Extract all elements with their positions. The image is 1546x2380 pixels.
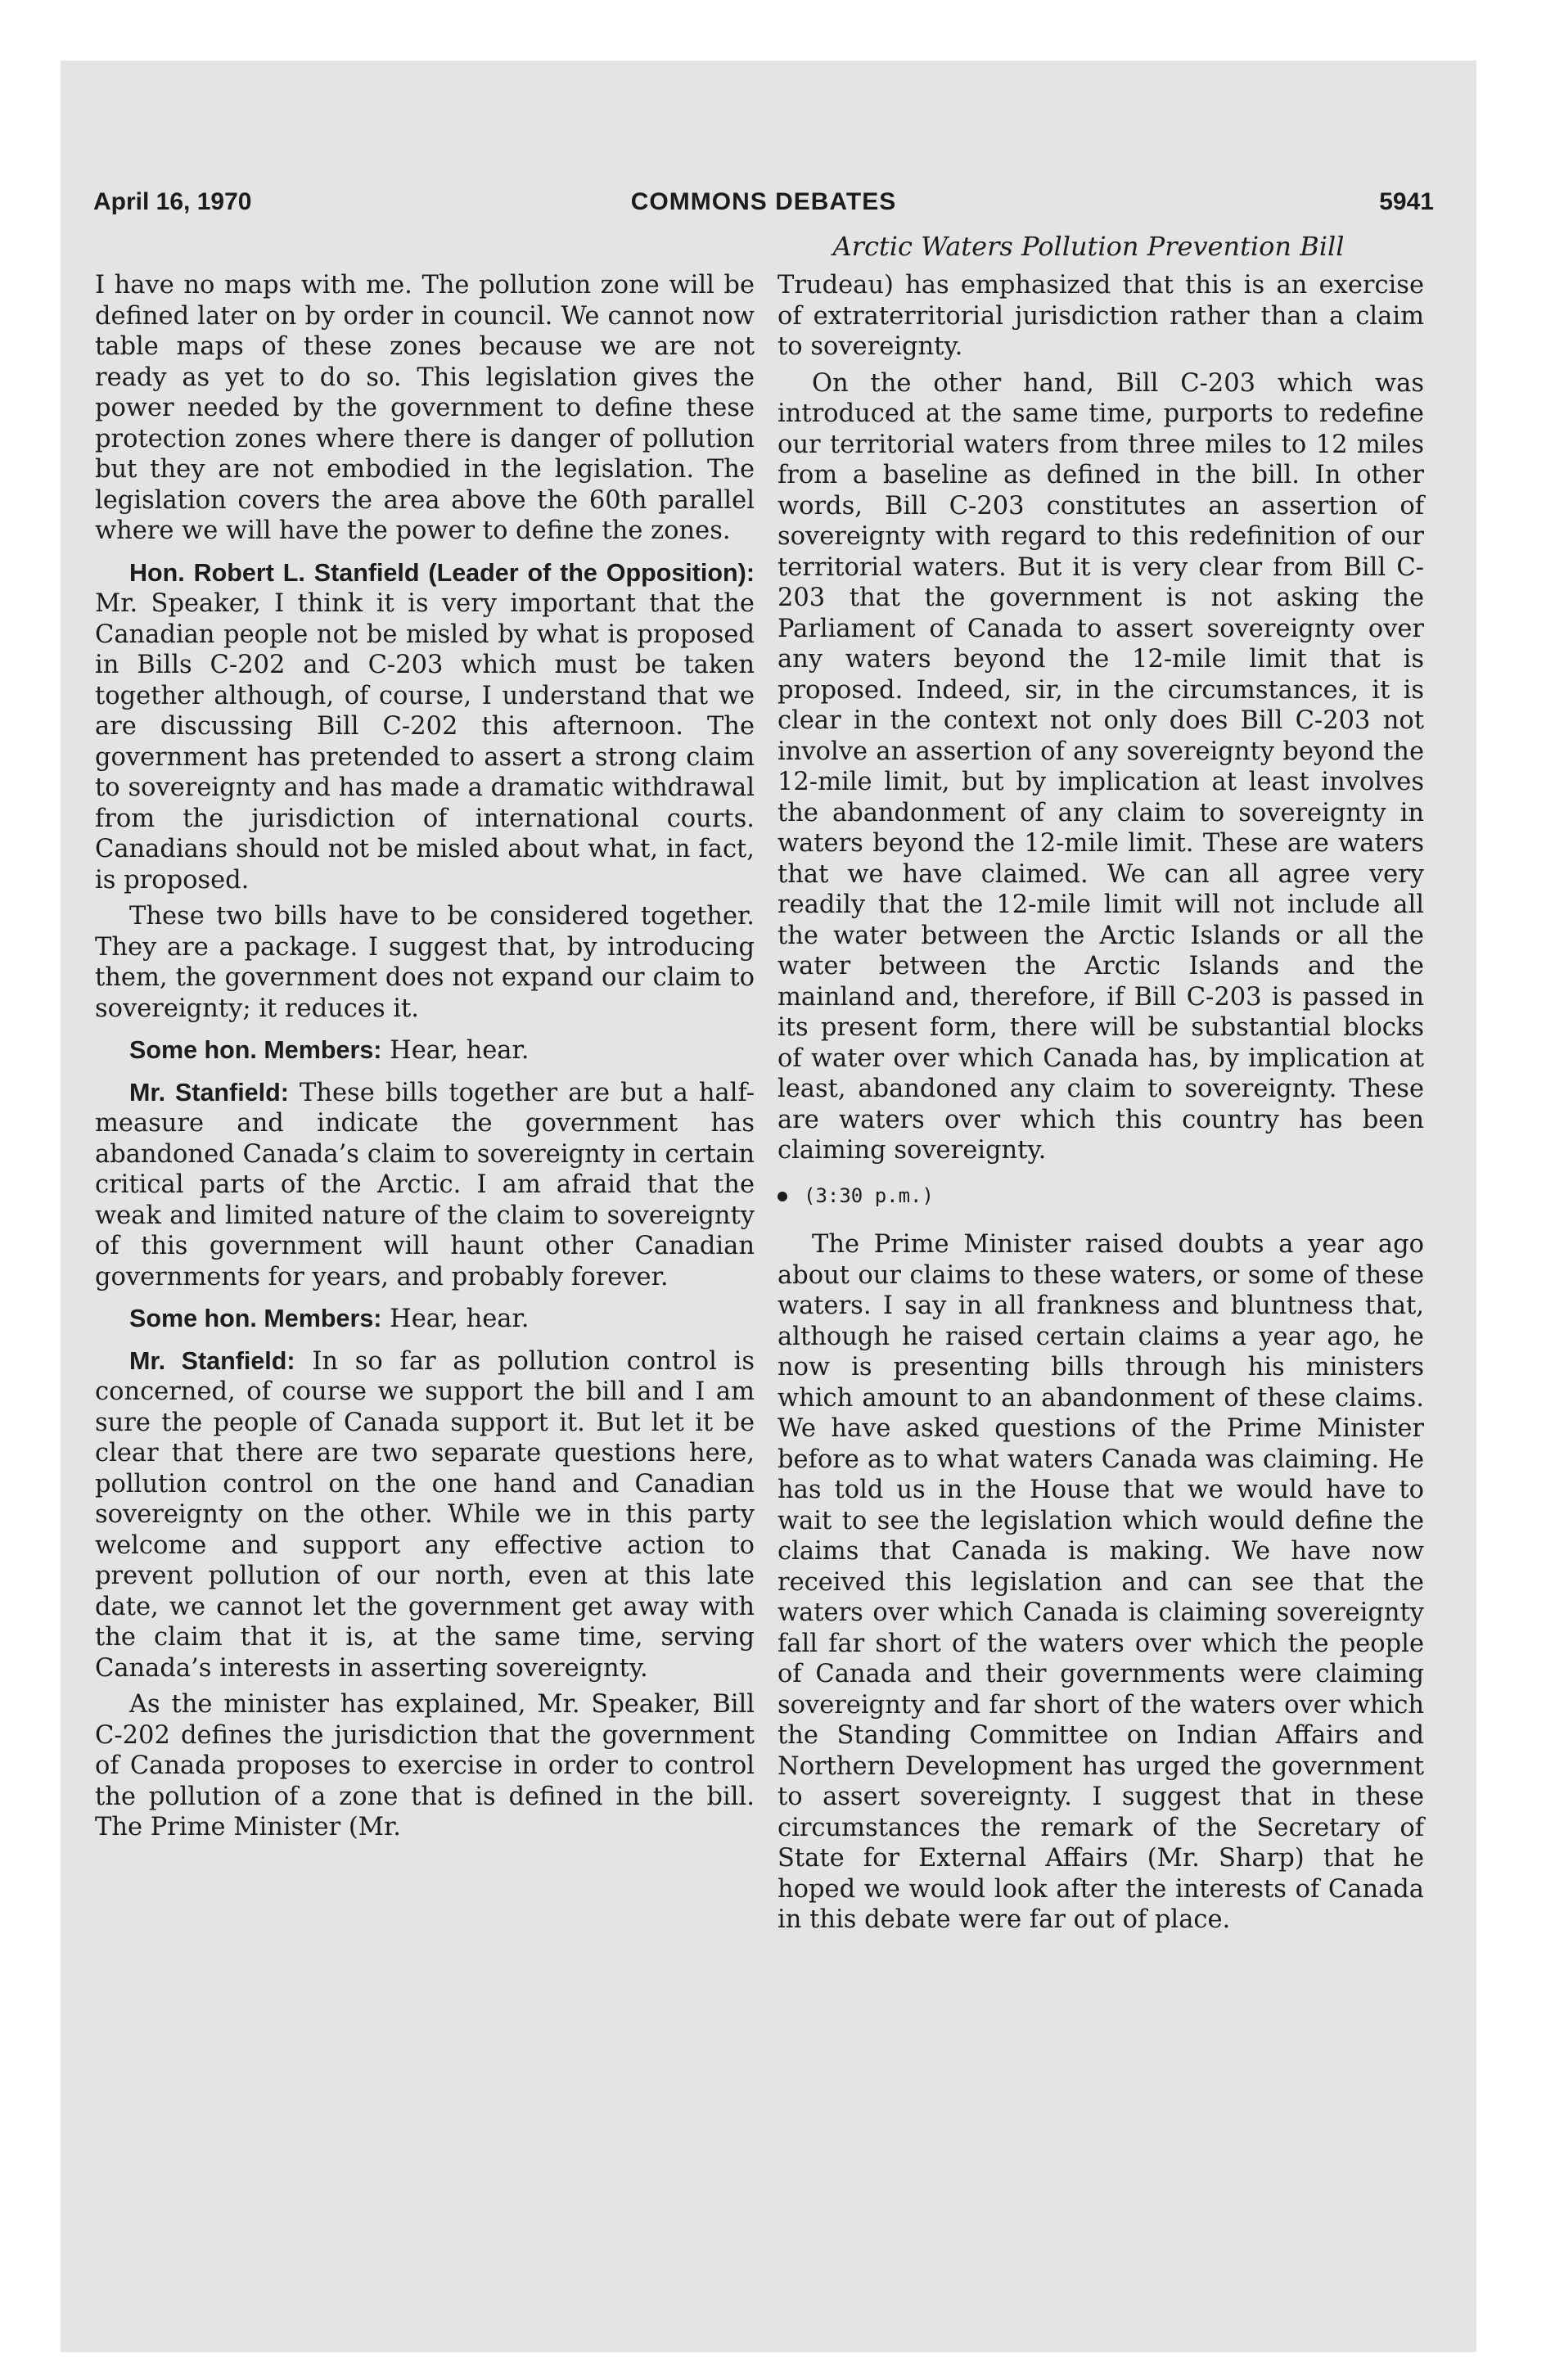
page-header [93,188,1434,224]
speaker-name: Mr. Stanfield: [129,1346,295,1375]
speech-text: In so far as pollution control is concerned, of course we support the bill and I am sure the people of Canada support it. But let it be clear that there are two separate questions here, pollution control on the one hand and Canadian sovereignty on the other. While we in this party welcome and support any effective action to prevent pollution of our north, even at this late date, we cannot let the government get away with the claim that it is, at the same time, serving Canada’s interests in asserting sovereignty. [95,1346,755,1683]
paragraph: Trudeau) has emphasized that this is an exercise of extraterritorial jurisdiction rather than a claim to sovereignty. [778,271,1424,361]
paragraph: I have no maps with me. The pollution zone will be defined later on by order in council. We cannot now table maps of these zones because we are not ready as yet to do so. This legislation gives the power needed by the government to define these protection zones where there is danger of pollution but they are not embodied in the legislation. The legislation covers the area above the 60th parallel where we will have the power to define the zones. [95,271,755,545]
speaker-name: Some hon. Members: [129,1305,382,1332]
section-subtitle: Arctic Waters Pollution Prevention Bill [832,231,1345,262]
paragraph [95,1035,755,1066]
paragraph: The Prime Minister raised doubts a year ago about our claims to these waters, or some of these waters. I say in all frankness and bluntness that, although he raised certain claims a year ago, he now is presenting bills through his ministers which amount to an abandonment of these claims. We have asked questions of the Prime Minister before as to what waters Canada was claiming. He has told us in the House that we would have to wait to see the legislation which would define the claims that Canada is making. We have now received this legislation and can see that the waters over which Canada is claiming sovereignty fall far short of the waters over which the people of Canada and their governments were claiming sovereignty and far short of the waters over which the Standing Committee on Indian Affairs and Northern Development has urged the government to assert sovereignty. I suggest that in these circumstances the remark of the Secretary of State for External Affairs (Mr. Sharp) that he hoped we would look after the interests of Canada in this debate were far out of place. [778,1230,1424,1934]
paragraph: These two bills have to be considered together. They are a package. I suggest that, by introducing them, the government does not expand our claim to sovereignty; it reduces it. [95,902,755,1023]
speaker-name: Mr. Stanfield: [129,1078,289,1107]
paragraph: As the minister has explained, Mr. Speaker, Bill C-202 defines the jurisdiction that the government of Canada proposes to exercise in order to control the pollution of a zone that is defined in the bill. The Prime Minister (Mr. [95,1690,755,1841]
paragraph [95,1346,755,1684]
speech-text: Hear, hear. [381,1305,530,1333]
speaker-name: Some hon. Members: [129,1036,382,1064]
bullet-icon [778,1192,787,1201]
header-date: April 16, 1970 [93,188,252,215]
speaker-name: Hon. Robert L. Stanfield (Leader of the Opposition): [129,558,755,587]
header-page-number: 5941 [1379,188,1434,215]
paragraph [95,1304,755,1335]
header-title: COMMONS DEBATES [630,188,897,215]
speech-text: Mr. Speaker, I think it is very important that the Canadian people not be misled by what is proposed in Bills C-202 and C-203 which must be taken together although, of course, I understand that we are discussing Bill C-202 this afternoon. The government has pretended to assert a strong claim to sovereignty and has made a dramatic withdrawal from the jurisdiction of international courts. Canadians should not be misled about what, in fact, is proposed. [95,589,755,895]
left-column [95,270,755,1849]
paragraph [95,558,755,896]
right-column [778,270,1424,1941]
paragraph: On the other hand, Bill C-203 which was introduced at the same time, purports to redefine our territorial waters from three miles to 12 miles from a baseline as defined in the bill. In other words, Bill C-203 constitutes an assertion of sovereignty with regard to this redefinition of our territorial waters. But it is very clear from Bill C-203 that the government is not asking the Parliament of Canada to assert sovereignty over any waters beyond the 12-mile limit that is proposed. Indeed, sir, in the circumstances, it is clear in the context not only does Bill C-203 not involve an assertion of any sovereignty beyond the 12-mile limit, but by implication at least involves the abandonment of any claim to sovereignty in waters beyond the 12-mile limit. These are waters that we have claimed. We can all agree very readily that the 12-mile limit will not include all the water between the Arctic Islands or all the water between the Arctic Islands and the mainland and, therefore, if Bill C-203 is passed in its present form, there will be substantial blocks of water over which Canada has, by implication at least, abandoned any claim to sovereignty. These are waters over which this country has been claiming sovereignty. [778,368,1424,1165]
time-stamp: (3:30 p.m.) [804,1183,934,1207]
paragraph [95,1078,755,1293]
speech-text: Hear, hear. [381,1036,530,1065]
time-marker [778,1181,1424,1212]
speech-text: These bills together are but a half-measure and indicate the government has abandoned Canada’s claim to sovereignty in certain critical parts of the Arctic. I am afraid that the weak and limited nature of the claim to sovereignty of this government will haunt other Canadian governments for years, and probably forever. [95,1078,755,1291]
